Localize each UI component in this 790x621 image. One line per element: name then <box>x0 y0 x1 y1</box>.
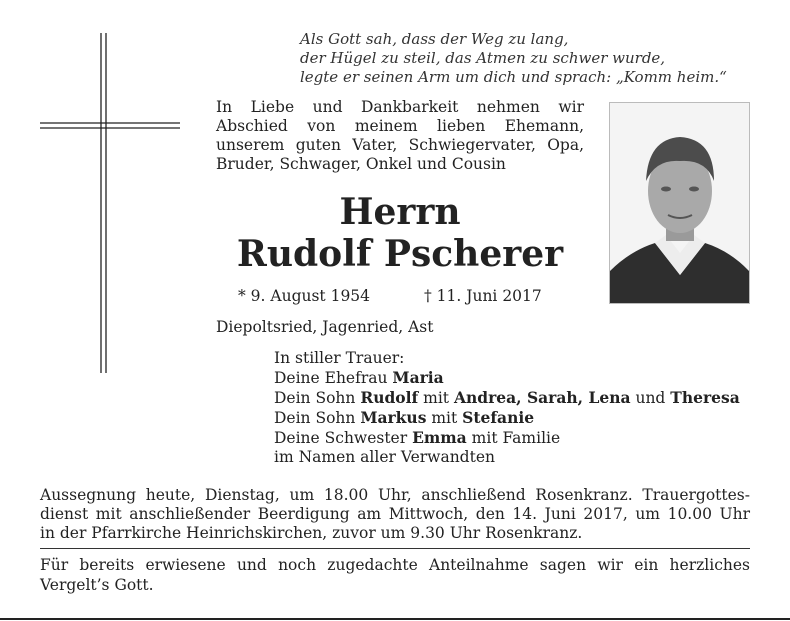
death-date: † 11. Juni 2017 <box>424 287 542 305</box>
service-line: in der Pfarrkirche Heinrichskirchen, zuvor um 9.30 Uhr Rosenkranz. <box>40 524 583 542</box>
service-line: dienst mit anschließender Beerdigung am Mittwoch, den 14. Juni 2017, um 10.00 Uhr <box>40 505 750 523</box>
bottom-border <box>0 618 790 620</box>
cross-icon <box>40 33 180 373</box>
mourner-line: Deine Ehefrau Maria <box>274 368 444 387</box>
places: Diepoltsried, Jagenried, Ast <box>216 318 434 336</box>
mourners-heading: In stiller Trauer: <box>274 349 405 367</box>
poem-line: Als Gott sah, dass der Weg zu lang, <box>300 30 569 48</box>
poem-line: der Hügel zu steil, das Atmen zu schwer wurde, <box>300 49 666 67</box>
mourner-name: Stefanie <box>462 408 535 427</box>
divider <box>40 548 750 549</box>
service-line: Aussegnung heute, Dienstag, um 18.00 Uhr, anschließend Rosenkranz. Trauergottes- <box>40 486 750 504</box>
intro-text: In Liebe und Dankbarkeit nehmen wir Abschied von meinem lieben Ehemann, unserem guten Vater, Schwiegervater, Opa, Bruder, Schwager, Onkel und Cousin <box>216 98 584 173</box>
portrait-photo <box>609 102 750 304</box>
poem <box>300 30 770 87</box>
mourner-name: Theresa <box>670 388 740 407</box>
service-details <box>40 486 750 543</box>
mourner-name: Rudolf <box>360 388 419 407</box>
poem-line: legte er seinen Arm um dich und sprach: „Komm heim.“ <box>300 68 727 86</box>
birth-date: * 9. August 1954 <box>238 287 371 305</box>
mourner-name: Andrea, Sarah, Lena <box>453 388 631 407</box>
mourner-line: im Namen aller Verwandten <box>274 448 495 466</box>
mourner-line: Dein Sohn Rudolf mit Andrea, Sarah, Lena und Theresa <box>274 388 740 407</box>
mourner-name: Emma <box>412 428 467 447</box>
mourner-name: Maria <box>392 368 444 387</box>
thanks-text: Für bereits erwiesene und noch zugedachte Anteilnahme sagen wir ein herzliches Vergelt’s Gott. <box>40 556 750 594</box>
mourners-list <box>274 349 774 467</box>
deceased-name: Rudolf Pscherer <box>236 233 564 275</box>
salutation: Herrn <box>339 191 461 233</box>
mourner-line: Dein Sohn Markus mit Stefanie <box>274 408 535 427</box>
mourner-name: Markus <box>360 408 427 427</box>
mourner-line: Deine Schwester Emma mit Familie <box>274 428 561 447</box>
